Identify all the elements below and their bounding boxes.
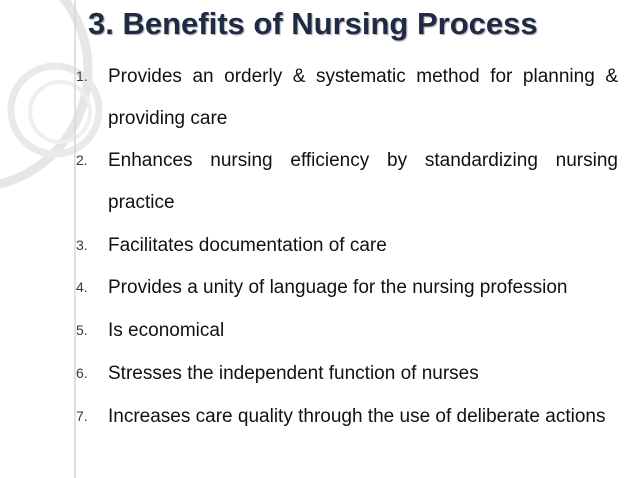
list-item-number: 1. — [76, 68, 88, 84]
slide-title: 3. Benefits of Nursing Process — [88, 6, 538, 41]
list-item — [76, 140, 618, 223]
list-item-text: Facilitates documentation of care — [108, 234, 387, 256]
list-item — [76, 225, 618, 267]
list-item-number: 3. — [76, 236, 88, 253]
list-item-text: Increases care quality through the use of deliberate actions — [108, 405, 606, 427]
list-item — [76, 267, 618, 309]
list-item — [76, 310, 618, 352]
list-item-text: Stresses the independent function of nurses — [108, 362, 479, 384]
benefits-list — [76, 56, 618, 439]
list-item-text: Provides a unity of language for the nursing profession — [108, 277, 568, 299]
list-item-number: 6. — [76, 364, 88, 381]
list-item-text: Is economical — [108, 320, 225, 342]
list-item-number: 7. — [76, 407, 88, 424]
list-item-number: 2. — [76, 152, 88, 169]
list-item-text: Enhances nursing efficiency by standardizing nursing practice — [108, 150, 618, 213]
list-item — [76, 353, 618, 395]
decor-circle-large — [0, 0, 88, 188]
list-item-number: 5. — [76, 322, 88, 339]
list-item — [76, 56, 618, 139]
list-item-text: Provides an orderly & systematic method for planning & providing care — [108, 66, 618, 129]
list-item — [76, 396, 618, 438]
list-item-number: 4. — [76, 279, 88, 296]
